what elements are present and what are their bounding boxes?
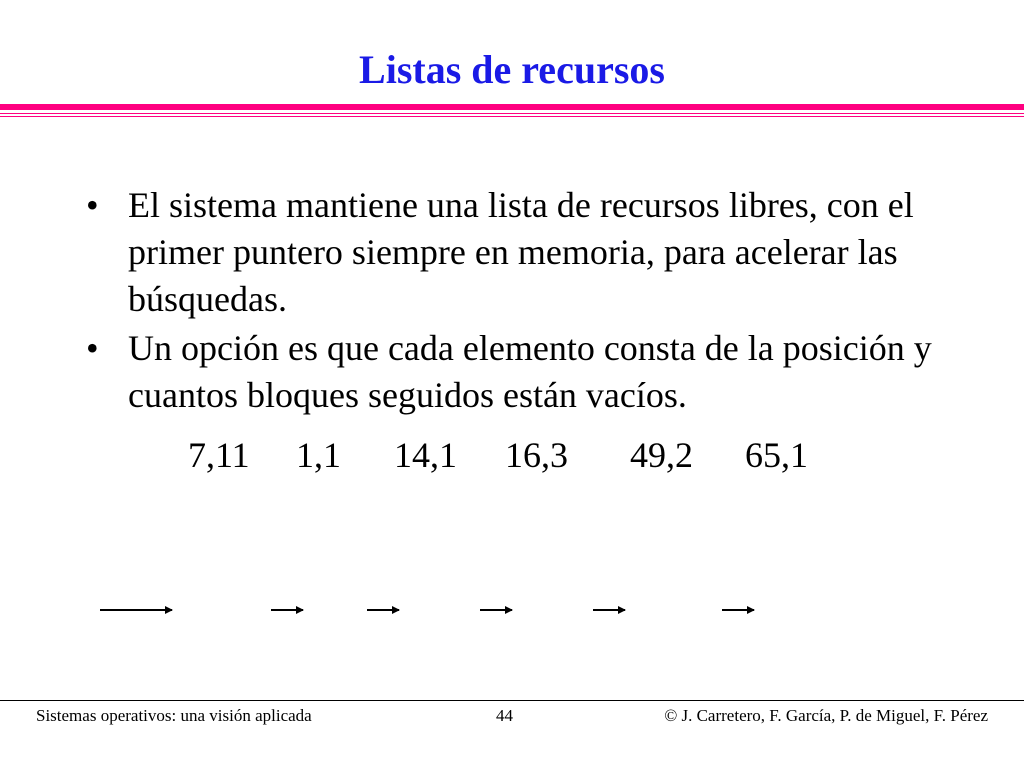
title-underline-thick — [0, 104, 1024, 110]
bullet-text: El sistema mantiene una lista de recursos libres, con el primer puntero siempre en memoria, para acelerar las búsquedas. — [128, 185, 914, 319]
free-list-entry: 16,3 — [505, 435, 568, 475]
free-list-entry: 1,1 — [296, 435, 341, 475]
pointer-arrows — [0, 598, 1024, 622]
free-list-entry: 49,2 — [630, 435, 693, 475]
footer-divider — [0, 700, 1024, 701]
footer-course-title: Sistemas operativos: una visión aplicada — [36, 706, 312, 725]
free-list-values — [0, 432, 1024, 482]
free-list-entry: 65,1 — [745, 435, 808, 475]
bullet-dot: • — [86, 328, 99, 368]
title-underline-thin-1 — [0, 113, 1024, 114]
slide-title: Listas de recursos — [359, 47, 665, 92]
bullet-dot: • — [86, 185, 99, 225]
free-list-entry: 14,1 — [394, 435, 457, 475]
footer-copyright: © J. Carretero, F. García, P. de Miguel, F. Pérez — [664, 706, 988, 725]
bullet-item-element-content — [86, 325, 966, 419]
bullet-list — [86, 182, 966, 421]
title-underline-thin-2 — [0, 116, 1024, 117]
footer-page-number: 44 — [496, 706, 513, 725]
bullet-text: Un opción es que cada elemento consta de la posición y cuantos bloques seguidos están vacíos. — [128, 328, 932, 415]
free-list-entry: 7,11 — [188, 435, 250, 475]
bullet-item-free-list — [86, 182, 966, 323]
